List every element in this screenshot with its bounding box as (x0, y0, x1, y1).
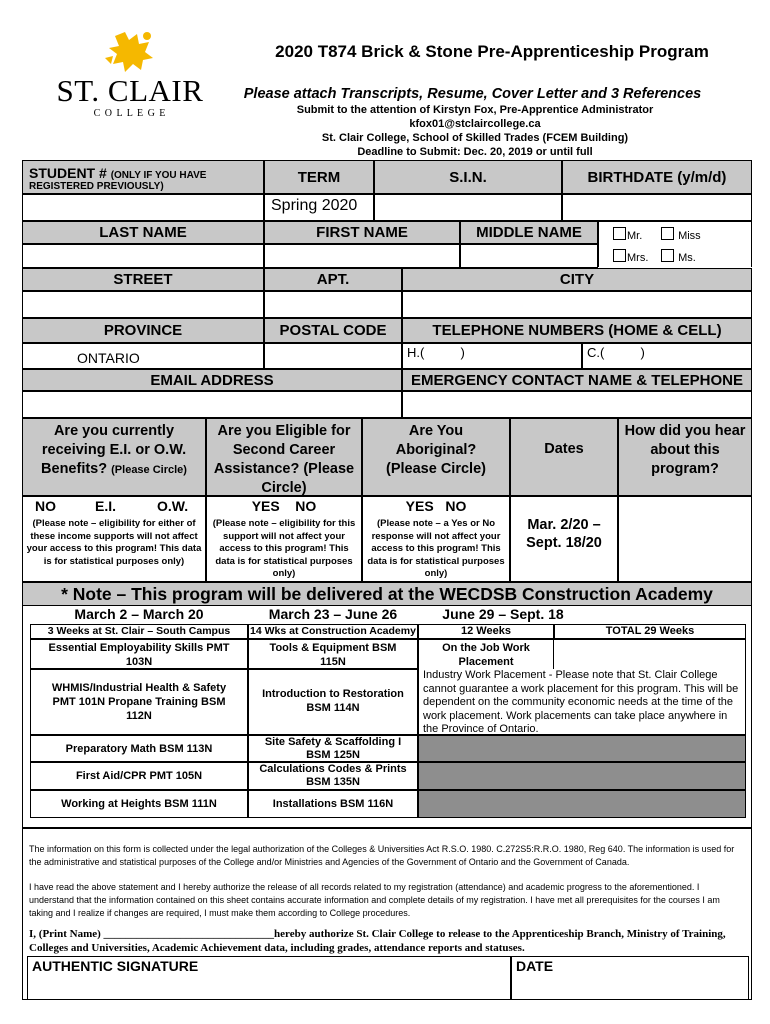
signature-label: AUTHENTIC SIGNATURE (32, 958, 199, 974)
apt-field[interactable] (264, 291, 402, 318)
course-calculations: Calculations Codes & Prints BSM 135N (248, 762, 418, 790)
ei-ow-option-no[interactable]: NO (35, 498, 56, 514)
city-field[interactable] (402, 291, 752, 318)
deadline-line: Deadline to Submit: Dec. 20, 2019 or until full (357, 146, 593, 158)
second-career-answer (206, 496, 362, 582)
college-logo (55, 28, 205, 118)
mrs-checkbox[interactable] (613, 249, 626, 262)
course-prep-math: Preparatory Math BSM 113N (30, 735, 248, 762)
second-career-note: (Please note – eligibility for this support will not affect your access to this program! This data is for statistical purposes only) (212, 518, 356, 579)
course-working-heights: Working at Heights BSM 111N (30, 790, 248, 818)
email-header: EMAIL ADDRESS (22, 369, 402, 391)
student-number-note2: REGISTERED PREVIOUSLY) (29, 181, 164, 192)
ms-checkbox[interactable] (661, 249, 674, 262)
student-number-note: (ONLY IF YOU HAVE (110, 170, 207, 181)
postal-code-header: POSTAL CODE (264, 318, 402, 343)
dates-end: Sept. 18/20 (526, 535, 602, 551)
birthdate-field[interactable] (562, 194, 752, 221)
home-phone-field[interactable] (402, 343, 582, 369)
schedule-frame (22, 606, 752, 828)
col3-dates: June 29 – Sept. 18 (442, 606, 564, 622)
ei-ow-note: (Please note – eligibility for either of these income supports will not affect your access to this program! This data is for statistical purposes only) (26, 518, 202, 567)
email-contact: kfox01@stclaircollege.ca (409, 118, 541, 130)
construction-academy-note: * Note – This program will be delivered at the WECDSB Construction Academy (22, 582, 752, 606)
legal-statement: The information on this form is collected under the legal authorization of the Colleges & Universities Act R.S.O. 1980. C.272S5:R.R.O. 1980, Reg 640. The information is used for the administrative and statistical purposes of the College and/or Ministries and Agencies of the Government of Ontario and the Government of Canada. (29, 844, 735, 868)
submit-line: Submit to the attention of Kirstyn Fox, Pre-Apprentice Administrator (296, 104, 654, 116)
student-number-label: STUDENT # (29, 165, 107, 181)
email-field[interactable] (22, 391, 402, 418)
referral-question: How did you hear about this program? (618, 418, 752, 496)
ei-ow-option-ow[interactable]: O.W. (157, 498, 189, 514)
sin-field[interactable] (374, 194, 562, 221)
miss-label: Miss (678, 230, 701, 242)
street-header: STREET (22, 268, 264, 291)
course-whmis-propane: WHMIS/Industrial Health & Safety PMT 101N Propane Training BSM 112N (30, 669, 248, 735)
middle-name-field[interactable] (460, 244, 598, 268)
dates-value (510, 496, 618, 582)
postal-code-field[interactable] (264, 343, 402, 369)
course-restoration: Introduction to Restoration BSM 114N (248, 669, 418, 735)
second-career-question: Are you Eligible for Second Career Assistance? (Please Circle) (206, 418, 362, 496)
aboriginal-options[interactable]: YES NO (405, 498, 467, 514)
form-title: 2020 T874 Brick & Stone Pre-Apprenticeship Program (275, 42, 709, 61)
ei-ow-option-ei[interactable]: E.I. (95, 498, 117, 514)
mr-checkbox[interactable] (613, 227, 626, 240)
telephone-header: TELEPHONE NUMBERS (HOME & CELL) (402, 318, 752, 343)
ei-ow-answer (22, 496, 206, 582)
mr-label: Mr. (627, 230, 643, 242)
col1-location: 3 Weeks at St. Clair – South Campus (30, 624, 248, 639)
address-line: St. Clair College, School of Skilled Trades (FCEM Building) (321, 132, 629, 144)
total-weeks: TOTAL 29 Weeks (554, 624, 746, 639)
questions-section (22, 418, 752, 582)
legal-section (22, 828, 752, 1000)
cell-phone-field[interactable] (582, 343, 752, 369)
authorization-statement: I, (Print Name) _______________________________hereby authorize St. Clair College to release to the Apprenticeship Branch, Ministry of Training, Colleges and Universities, Academic Achievement data, including grades, attendance reports and statuses. (29, 928, 726, 954)
term-field[interactable] (264, 194, 374, 221)
aboriginal-question: Are You Aboriginal? (Please Circle) (362, 418, 510, 496)
mr-option[interactable] (613, 227, 642, 242)
home-phone-prefix: H.( ) (407, 345, 465, 360)
middle-name-header: MIDDLE NAME (460, 221, 598, 244)
student-number-header (22, 160, 264, 194)
course-first-aid: First Aid/CPR PMT 105N (30, 762, 248, 790)
logo-crest-icon (55, 28, 205, 76)
course-installations: Installations BSM 116N (248, 790, 418, 818)
course-site-safety: Site Safety & Scaffolding I BSM 125N (248, 735, 418, 762)
province-header: PROVINCE (22, 318, 264, 343)
last-name-header: LAST NAME (22, 221, 264, 244)
signature-box[interactable] (27, 956, 511, 1000)
province-field[interactable] (22, 343, 264, 369)
ms-option[interactable] (661, 249, 696, 264)
date-box[interactable] (511, 956, 749, 1000)
term-value: Spring 2020 (271, 197, 358, 214)
birthdate-header: BIRTHDATE (y/m/d) (562, 160, 752, 194)
second-career-options[interactable]: YES NO (251, 498, 317, 514)
course-tools-equipment: Tools & Equipment BSM 115N (248, 639, 418, 669)
dates-header: Dates (510, 418, 618, 496)
ei-ow-question-hint: (Please Circle) (111, 464, 187, 476)
emergency-contact-field[interactable] (402, 391, 752, 418)
date-label: DATE (516, 958, 554, 974)
ei-ow-question (22, 418, 206, 496)
col3-duration: 12 Weeks (418, 624, 554, 639)
apt-header: APT. (264, 268, 402, 291)
salutation-box (598, 221, 752, 267)
work-placement-note: Industry Work Placement - Please note that St. Clair College cannot guarantee a work placement for this program. This will be dependent on the community economic needs at the time of the work placement. Work placements can take place anywhere in the Province of Ontario. (418, 669, 746, 735)
cell-phone-prefix: C.( ) (587, 345, 645, 360)
emergency-contact-header: EMERGENCY CONTACT NAME & TELEPHONE (402, 369, 752, 391)
street-field[interactable] (22, 291, 264, 318)
mrs-label: Mrs. (627, 252, 649, 264)
first-name-field[interactable] (264, 244, 460, 268)
form-subtitle: Please attach Transcripts, Resume, Cover Letter and 3 References (243, 86, 702, 102)
aboriginal-note: (Please note – a Yes or No response will not affect your access to this program! This data is for statistical purposes only) (367, 518, 505, 579)
city-header: CITY (402, 268, 752, 291)
col2-location: 14 Wks at Construction Academy (248, 624, 418, 639)
referral-field[interactable] (618, 496, 752, 582)
aboriginal-answer (362, 496, 510, 582)
last-name-field[interactable] (22, 244, 264, 268)
ms-label: Ms. (678, 252, 696, 264)
col1-dates: March 2 – March 20 (74, 606, 204, 622)
first-name-header: FIRST NAME (264, 221, 460, 244)
logo-sub: C O L L E G E (93, 108, 167, 119)
student-info-section (22, 160, 752, 418)
sin-header: S.I.N. (374, 160, 562, 194)
mrs-option[interactable] (613, 249, 648, 264)
miss-option[interactable] (661, 227, 701, 242)
miss-checkbox[interactable] (661, 227, 674, 240)
dates-start: Mar. 2/20 – (527, 517, 601, 533)
consent-statement: I have read the above statement and I hereby authorize the release of all records related to my registration (attendance) and academic progress to the aforementioned. I understand that the information contained on this sheet contains accurate information and complete details of my registration. I have met all prerequisites for the courses I am taking and I realize if changes are required, I must make them according to College procedures. (29, 882, 720, 919)
province-value: ONTARIO (77, 350, 140, 366)
logo-name: ST. CLAIR (56, 73, 204, 108)
term-header: TERM (264, 160, 374, 194)
col2-dates: March 23 – June 26 (268, 606, 398, 622)
work-placement-heading: On the Job Work Placement (418, 639, 554, 669)
course-essential-skills: Essential Employability Skills PMT 103N (30, 639, 248, 669)
ei-ow-question-text: Are you currently receiving E.I. or O.W. Benefits? (41, 423, 187, 477)
student-number-field[interactable] (22, 194, 264, 221)
